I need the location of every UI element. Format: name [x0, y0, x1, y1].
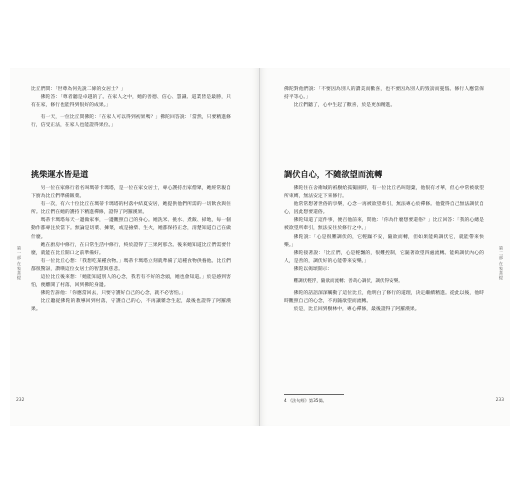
paragraph: 佛陀接著說：「比丘們，心是輕飄的，很難控制，它隨著欲望四處流轉。能夠調伏內心的人，是善的，調伏好的心能帶來安樂。」: [284, 250, 484, 264]
right-body-text: [284, 185, 484, 314]
paragraph: 佛陀答：「尊者聽是卓越的了。在家人之中，她的善德、信心、慧識、道業皆是最勝，只有在家，修行也能得到很好的成果。」: [31, 95, 231, 109]
section-heading: 調伏自心，不隨欲望而流轉: [284, 169, 383, 179]
verse-quote: 難調伏輕浮，隨欲而流轉；善哉心調伏，調伏得安樂。: [293, 279, 403, 285]
page-number: 233: [495, 398, 504, 403]
page-number: 232: [16, 398, 25, 403]
paragraph: 有一位比丘心想：「我想吃某種食物。」瑪蒂卡瑪塔立刻就準備了這種食物供養他。比丘們都很驚訝，讚嘆這位女居士的智慧與慈悲。: [31, 258, 231, 272]
right-page: [260, 68, 510, 426]
running-head: 第二部 在家菩提: [499, 246, 504, 280]
book-spread: [10, 68, 510, 426]
paragraph: 瑪蒂卡瑪塔每天一邊做家事，一邊觀照自己的身心。她洗米、挑水、煮飯、掃地，每一個動作都專注於當下。無論是切菜、揀菜，或是撿柴、生火，她都保持正念，清楚知道自己在做什麼。: [31, 218, 231, 240]
paragraph: 這位比丘後來想：「她能知道別人的心念，我若有不好的念頭，她也會知道。」於是感到害怕，便離開了村落，回到佛陀身邊。: [31, 275, 231, 289]
footnote: 4 《法句經》第35偈。: [284, 398, 327, 403]
paragraph: 他常常想著世俗的享樂，心念一再被欲望牽引，無法專心於禪修。他覺得自己無法調伏自心，因此想要還俗。: [284, 202, 484, 216]
running-head: 第一部 在家菩提: [17, 246, 22, 280]
paragraph: 佛陀告訴他：「你應當回去，只要守護好自己的心念，就不必害怕。」: [40, 291, 187, 297]
paragraph: 比丘們問：「世尊為何先說二條的女居士？」: [31, 87, 126, 92]
paragraph: 佛陀住在舍衛城的祇樹給孤獨園時，有一位比丘名叫迦葉，他很有才華，但心中常被欲望所束縛，無法安定下來修行。: [284, 186, 484, 200]
paragraph: 比丘們聽了，心中生起了歡喜，於是更加精進。: [293, 103, 396, 109]
paragraph: 佛陀以偈頌開示：: [293, 266, 333, 272]
paragraph: 有一天，一位比丘問佛陀：「在家人可以得到初果嗎？」佛陀回答說：「當然，只要精進修行，信受正法，在家人也能證得果位。」: [31, 115, 231, 129]
right-top-text: [284, 86, 484, 110]
left-body-text: [31, 185, 231, 315]
paragraph: 有一次，有六十位比丘在瑪蒂卡瑪塔的村落中結夏安居，她提供他們所需的一切飲食與住所。比丘們在她的護持下精進禪修，證得了阿羅漢果。: [31, 202, 231, 216]
paragraph: 她在廚房中修行，在日常生活中修行，終於證得了三果阿那含。後來她知道比丘們需要什麼，就能在比丘開口之前準備好。: [31, 242, 231, 256]
paragraph: 佛陀的話語深深觸動了這位比丘，他明白了修行的道理，決定繼續精進。從此以後，他時時觀照自己的心念，不再隨欲望而流轉。: [284, 291, 484, 305]
paragraph: 佛陀說：「心是很難調伏的，它輕躁不安，隨欲而轉，但如果能夠調伏它，就能帶來快樂。」: [284, 234, 484, 248]
paragraph: 另一位在家修行者名叫瑪蒂卡瑪塔，是一位在家女居士，專心護持出家僧眾，她經常親自下廚為比丘們準備飯菜。: [31, 186, 231, 200]
paragraph: 佛陀對他們說：「不要因為別人的讚美而歡喜，也不要因為別人的毀謗而憂惱。修行人應當保持平等心。」: [284, 87, 484, 101]
left-page: [10, 68, 260, 426]
paragraph: 比丘聽從佛陀的教導回到村落，守護自己的心，不再讓雜念生起，最後也證得了阿羅漢果。: [31, 299, 231, 313]
paragraph: 於是，比丘回到樹林中，專心禪修，最後證得了阿羅漢果。: [293, 307, 420, 313]
section-heading: 挑柴運水皆是道: [31, 169, 89, 179]
left-top-text: [31, 86, 231, 130]
footnote-divider: [284, 394, 344, 395]
paragraph: 佛陀知道了這件事，便召他前來，問他：「你為什麼想要還俗？」比丘回答：「我的心總是被欲望所牽引，無法安住於修行之中。」: [284, 218, 484, 232]
